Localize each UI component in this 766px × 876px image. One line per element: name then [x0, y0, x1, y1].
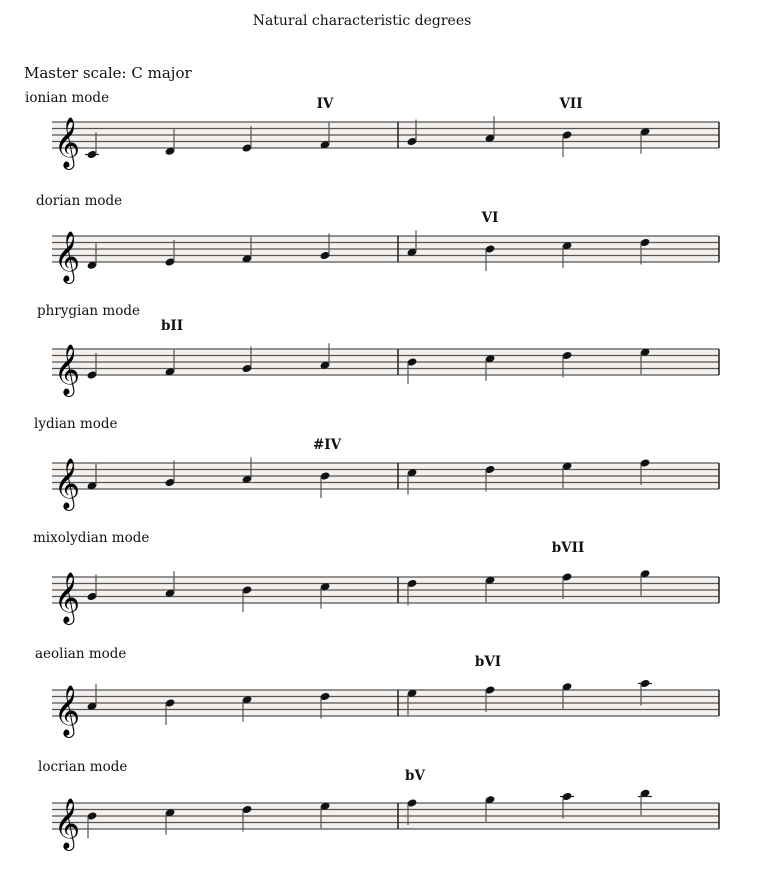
characteristic-degree: #IV	[312, 437, 342, 453]
music-staff	[0, 92, 766, 172]
music-staff	[0, 319, 766, 399]
treble-clef-icon: 𝄞	[54, 117, 81, 168]
characteristic-degree: bV	[405, 768, 425, 784]
music-staff	[0, 433, 766, 513]
characteristic-degree: bVII	[551, 540, 585, 556]
characteristic-degree: bII	[160, 318, 184, 334]
characteristic-degree: VI	[481, 210, 499, 226]
mode-label: dorian mode	[36, 193, 123, 209]
master-scale-label: Master scale: C major	[24, 64, 192, 82]
treble-clef-icon: 𝄞	[54, 231, 81, 282]
page-title: Natural characteristic degrees	[252, 13, 472, 29]
music-staff	[0, 773, 766, 853]
mode-label: ionian mode	[25, 90, 110, 106]
mode-label: aeolian mode	[35, 646, 127, 662]
treble-clef-icon: 𝄞	[54, 798, 81, 849]
characteristic-degree: IV	[316, 96, 334, 112]
music-staff	[0, 660, 766, 740]
treble-clef-icon: 𝄞	[54, 458, 81, 509]
mode-label: locrian mode	[38, 759, 128, 775]
mode-label: phrygian mode	[37, 303, 140, 319]
treble-clef-icon: 𝄞	[54, 572, 81, 623]
mode-label: lydian mode	[34, 416, 118, 432]
characteristic-degree: VII	[559, 96, 583, 112]
mode-label: mixolydian mode	[33, 530, 150, 546]
music-staff	[0, 206, 766, 286]
music-staff	[0, 547, 766, 627]
treble-clef-icon: 𝄞	[54, 685, 81, 736]
treble-clef-icon: 𝄞	[54, 344, 81, 395]
characteristic-degree: bVI	[474, 654, 502, 670]
